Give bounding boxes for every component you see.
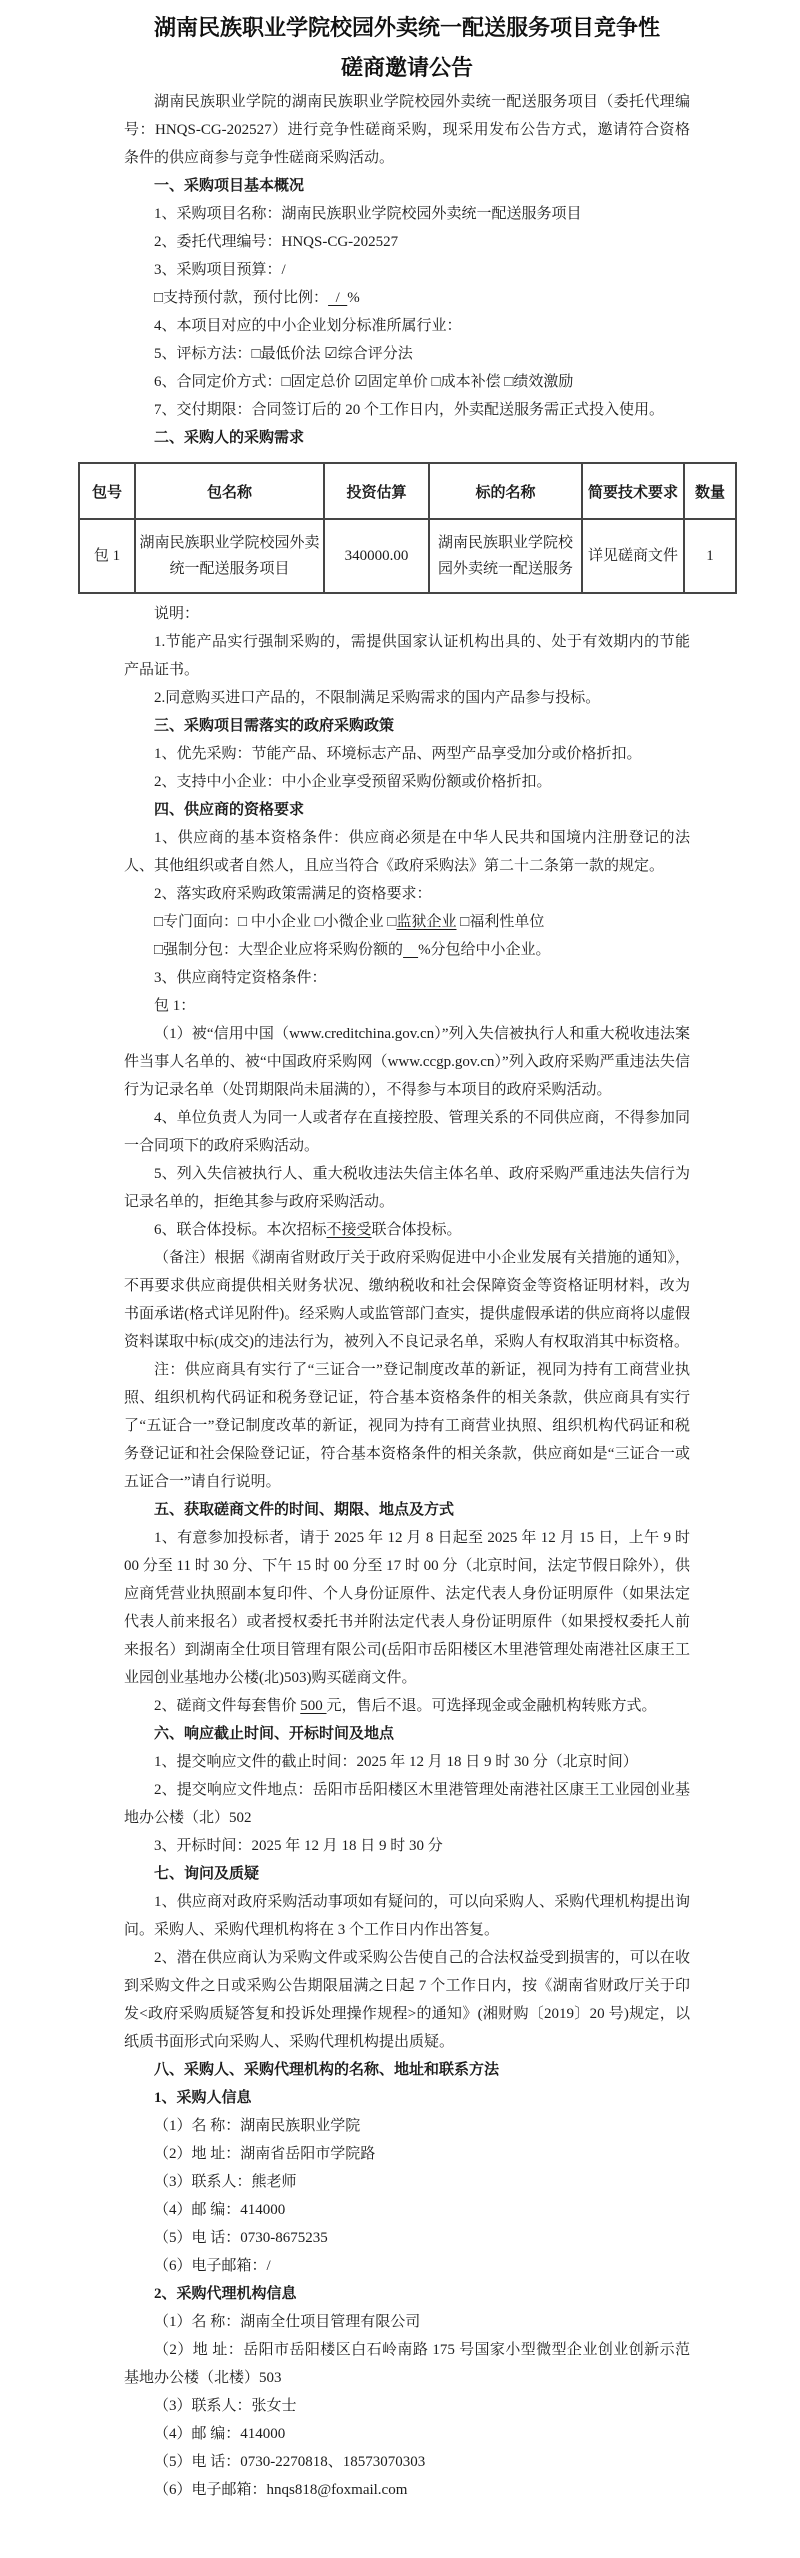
doc-price-underlined: 500 <box>300 1698 327 1714</box>
doc-price-suffix-text: 元，售后不退。可选择现金或金融机构转账方式。 <box>326 1698 657 1714</box>
consortium-prefix-text: 6、联合体投标。本次招标 <box>154 1222 327 1238</box>
s3-sme-support: 2、支持中小企业：中小企业享受预留采购份额或价格折扣。 <box>154 774 552 790</box>
agent-contact-person: （3）联系人：张女士 <box>154 2398 297 2414</box>
buyer-phone: （5）电 话：0730-8675235 <box>154 2230 328 2246</box>
agent-name: （1）名 称：湖南全仕项目管理有限公司 <box>154 2314 421 2330</box>
buyer-contact-person: （3）联系人：熊老师 <box>154 2174 297 2190</box>
col-header-quantity: 数量 <box>684 463 736 519</box>
section-8-heading: 八、采购人、采购代理机构的名称、地址和联系方法 <box>154 2062 500 2078</box>
s7-challenge-clause: 2、潜在供应商认为采购文件或采购公告使自己的合法权益受到损害的，可以在收到采购文件之日或采购公告期限届满之日起 7 个工作日内，按《湖南省财政厅关于印发<政府采购质疑答复和投诉处理操作规程>的通知》(湘财购〔2019〕20 号)规定，以纸质书面形式向采购人、采购代理机构提出质疑。 <box>124 1950 690 2050</box>
consortium-suffix-text: 联合体投标。 <box>371 1222 462 1238</box>
s4-basic-qualification: 1、供应商的基本资格条件：供应商必须是在中华人民共和国境内注册登记的法人、其他组织或者自然人，且应当符合《政府采购法》第二十二条第一款的规定。 <box>124 830 690 874</box>
subcontract-percent-blank <box>403 942 418 958</box>
prison-enterprise-underlined: 监狱企业 <box>396 914 457 930</box>
welfare-unit-text: □福利性单位 <box>456 914 545 930</box>
s5-document-price-line <box>124 1692 690 1720</box>
s4-dedicated-line <box>124 908 690 936</box>
s3-priority-procurement: 1、优先采购：节能产品、环境标志产品、两型产品享受加分或价格折扣。 <box>154 746 642 762</box>
s1-project-name: 1、采购项目名称：湖南民族职业学院校园外卖统一配送服务项目 <box>154 206 582 222</box>
s4-same-principal-clause: 4、单位负责人为同一人或者存在直接控股、管理关系的不同供应商，不得参加同一合同项下的政府采购活动。 <box>124 1110 690 1154</box>
cell-package-name: 湖南民族职业学院校园外卖统一配送服务项目 <box>135 519 324 593</box>
subcontract-checkbox-text: □强制分包：大型企业应将采购份额的 <box>154 942 404 958</box>
agent-address: （2）地 址：岳阳市岳阳楼区白石岭南路 175 号国家小型微型企业创业创新示范基地办公楼（北楼）503 <box>124 2342 690 2386</box>
s4-policy-qualification: 2、落实政府采购政策需满足的资格要求： <box>154 886 432 902</box>
s6-opening-time: 3、开标时间：2025 年 12 月 18 日 9 时 30 分 <box>154 1838 443 1854</box>
section-6-heading: 六、响应截止时间、开标时间及地点 <box>154 1726 395 1742</box>
prepayment-percent-sign: % <box>347 290 360 306</box>
prepayment-ratio-blank: / <box>328 290 348 306</box>
s4-certificates-note: 注：供应商具有实行了“三证合一”登记制度改革的新证，视同为持有工商营业执照、组织机构代码证和税务登记证，符合基本资格条件的相关条款，供应商具有实行了“五证合一”登记制度改革的新证，视同为持有工商营业执照、组织机构代码证和税务登记证和社会保险登记证，符合基本资格条件的相关条款，供应商如是“三证合一或五证合一”请自行说明。 <box>124 1362 690 1490</box>
s6-response-location: 2、提交响应文件地点：岳阳市岳阳楼区木里港管理处南港社区康王工业园创业基地办公楼（北）502 <box>124 1782 690 1826</box>
buyer-address: （2）地 址：湖南省岳阳市学院路 <box>154 2146 376 2162</box>
cell-technical-requirements: 详见磋商文件 <box>582 519 684 593</box>
col-header-package-name: 包名称 <box>135 463 324 519</box>
agent-info-heading: 2、采购代理机构信息 <box>154 2286 297 2302</box>
agent-postcode: （4）邮 编：414000 <box>154 2426 286 2442</box>
section-4-heading: 四、供应商的资格要求 <box>154 802 305 818</box>
s2-note-label: 说明： <box>154 606 200 622</box>
buyer-email: （6）电子邮箱：/ <box>154 2258 271 2274</box>
s5-document-obtaining: 1、有意参加投标者，请于 2025 年 12 月 8 日起至 2025 年 12 月 15 日，上午 9 时 00 分至 11 时 30 分、下午 15 时 00 分至 17 时 00 分（北京时间，法定节假日除外），供应商凭营业执照副本复印件、个人身份证原件、法定代表人身份证明原件（如果法定代表人前来报名）或者授权委托书并附法定代表人身份证明原件（如果授权委托人前来报名）到湖南全仕项目管理有限公司(岳阳市岳阳楼区木里港管理处南港社区康王工业园创业基地办公楼(北)503)购买磋商文件。 <box>124 1530 690 1686</box>
section-5-heading: 五、获取磋商文件的时间、期限、地点及方式 <box>154 1502 455 1518</box>
col-header-investment-estimate: 投资估算 <box>324 463 429 519</box>
section-2-heading: 二、采购人的采购需求 <box>154 430 305 446</box>
table-row <box>79 519 736 593</box>
section-1-heading: 一、采购项目基本概况 <box>154 178 305 194</box>
s1-prepayment-line <box>124 284 690 312</box>
section-7-heading: 七、询问及质疑 <box>154 1866 260 1882</box>
s1-budget: 3、采购项目预算：/ <box>154 262 286 278</box>
s1-delivery-term: 7、交付期限：合同签订后的 20 个工作日内，外卖配送服务需正式投入使用。 <box>154 402 665 418</box>
procurement-requirement-table <box>78 462 737 594</box>
buyer-info-heading: 1、采购人信息 <box>154 2090 252 2106</box>
cell-package-no: 包 1 <box>79 519 135 593</box>
doc-price-prefix-text: 2、磋商文件每套售价 <box>154 1698 301 1714</box>
s1-evaluation-method: 5、评标方法：□最低价法 ☑综合评分法 <box>154 346 413 362</box>
buyer-name: （1）名 称：湖南民族职业学院 <box>154 2118 361 2134</box>
subcontract-suffix-text: %分包给中小企业。 <box>418 942 551 958</box>
intro-paragraph: 湖南民族职业学院的湖南民族职业学院校园外卖统一配送服务项目（委托代理编号：HNQS-CG-202527）进行竞争性磋商采购，现采用发布公告方式，邀请符合资格条件的供应商参与竞争性磋商采购活动。 <box>124 94 690 166</box>
s4-specific-qualification: 3、供应商特定资格条件： <box>154 970 327 986</box>
agent-phone: （5）电 话：0730-2270818、18573070303 <box>154 2454 426 2470</box>
document-title-line-2: 磋商邀请公告 <box>340 55 473 80</box>
s4-remark-paragraph: （备注）根据《湖南省财政厅关于政府采购促进中小企业发展有关措施的通知》，不再要求供应商提供相关财务状况、缴纳税收和社会保障资金等资格证明材料，改为书面承诺(格式详见附件)。经采购人或监管部门查实，提供虚假承诺的供应商将以虚假资料谋取中标(成交)的违法行为，被列入不良记录名单，采购人有权取消其中标资格。 <box>124 1250 690 1350</box>
s4-consortium-bid-line <box>124 1216 690 1244</box>
table-header-row <box>79 463 736 519</box>
not-accepted-underlined: 不接受 <box>326 1222 372 1238</box>
s1-pricing-method: 6、合同定价方式：□固定总价 ☑固定单价 □成本补偿 □绩效激励 <box>154 374 574 390</box>
cell-investment-estimate: 340000.00 <box>324 519 429 593</box>
s4-subcontract-line <box>124 936 690 964</box>
s7-inquiry-clause: 1、供应商对政府采购活动事项如有疑问的，可以向采购人、采购代理机构提出询问。采购人、采购代理机构将在 3 个工作日内作出答复。 <box>124 1894 690 1938</box>
agent-email: （6）电子邮箱：hnqs818@foxmail.com <box>154 2482 408 2498</box>
col-header-subject-name: 标的名称 <box>429 463 582 519</box>
cell-subject-name: 湖南民族职业学院校园外卖统一配送服务 <box>429 519 582 593</box>
buyer-postcode: （4）邮 编：414000 <box>154 2202 286 2218</box>
cell-quantity: 1 <box>684 519 736 593</box>
s4-credit-china-clause: （1）被“信用中国（www.creditchina.gov.cn）”列入失信被执行人和重大税收违法案件当事人名单的、被“中国政府采购网（www.ccgp.gov.cn）”列入政府采购严重违法失信行为记录名单（处罚期限尚未届满的），不得参与本项目的政府采购活动。 <box>124 1026 690 1098</box>
prepayment-checkbox-text: □支持预付款，预付比例： <box>154 290 329 306</box>
s6-response-deadline: 1、提交响应文件的截止时间：2025 年 12 月 18 日 9 时 30 分（北京时间） <box>154 1754 638 1770</box>
dedicated-checkboxes-text: □专门面向：□ 中小企业 □小微企业 □ <box>154 914 397 930</box>
s2-note-2: 2.同意购买进口产品的，不限制满足采购需求的国内产品参与投标。 <box>154 690 601 706</box>
section-3-heading: 三、采购项目需落实的政府采购政策 <box>154 718 395 734</box>
s4-package-label: 包 1： <box>154 998 196 1014</box>
col-header-package-no: 包号 <box>79 463 135 519</box>
s4-dishonest-list-clause: 5、列入失信被执行人、重大税收违法失信主体名单、政府采购严重违法失信行为记录名单的，拒绝其参与政府采购活动。 <box>124 1166 690 1210</box>
document-title-line-1: 湖南民族职业学院校园外卖统一配送服务项目竞争性 <box>153 15 660 40</box>
col-header-technical-requirements: 简要技术要求 <box>582 463 684 519</box>
s2-note-1: 1.节能产品实行强制采购的，需提供国家认证机构出具的、处于有效期内的节能产品证书。 <box>124 634 690 678</box>
s1-industry: 4、本项目对应的中小企业划分标准所属行业： <box>154 318 462 334</box>
s1-agency-number: 2、委托代理编号：HNQS-CG-202527 <box>154 234 399 250</box>
